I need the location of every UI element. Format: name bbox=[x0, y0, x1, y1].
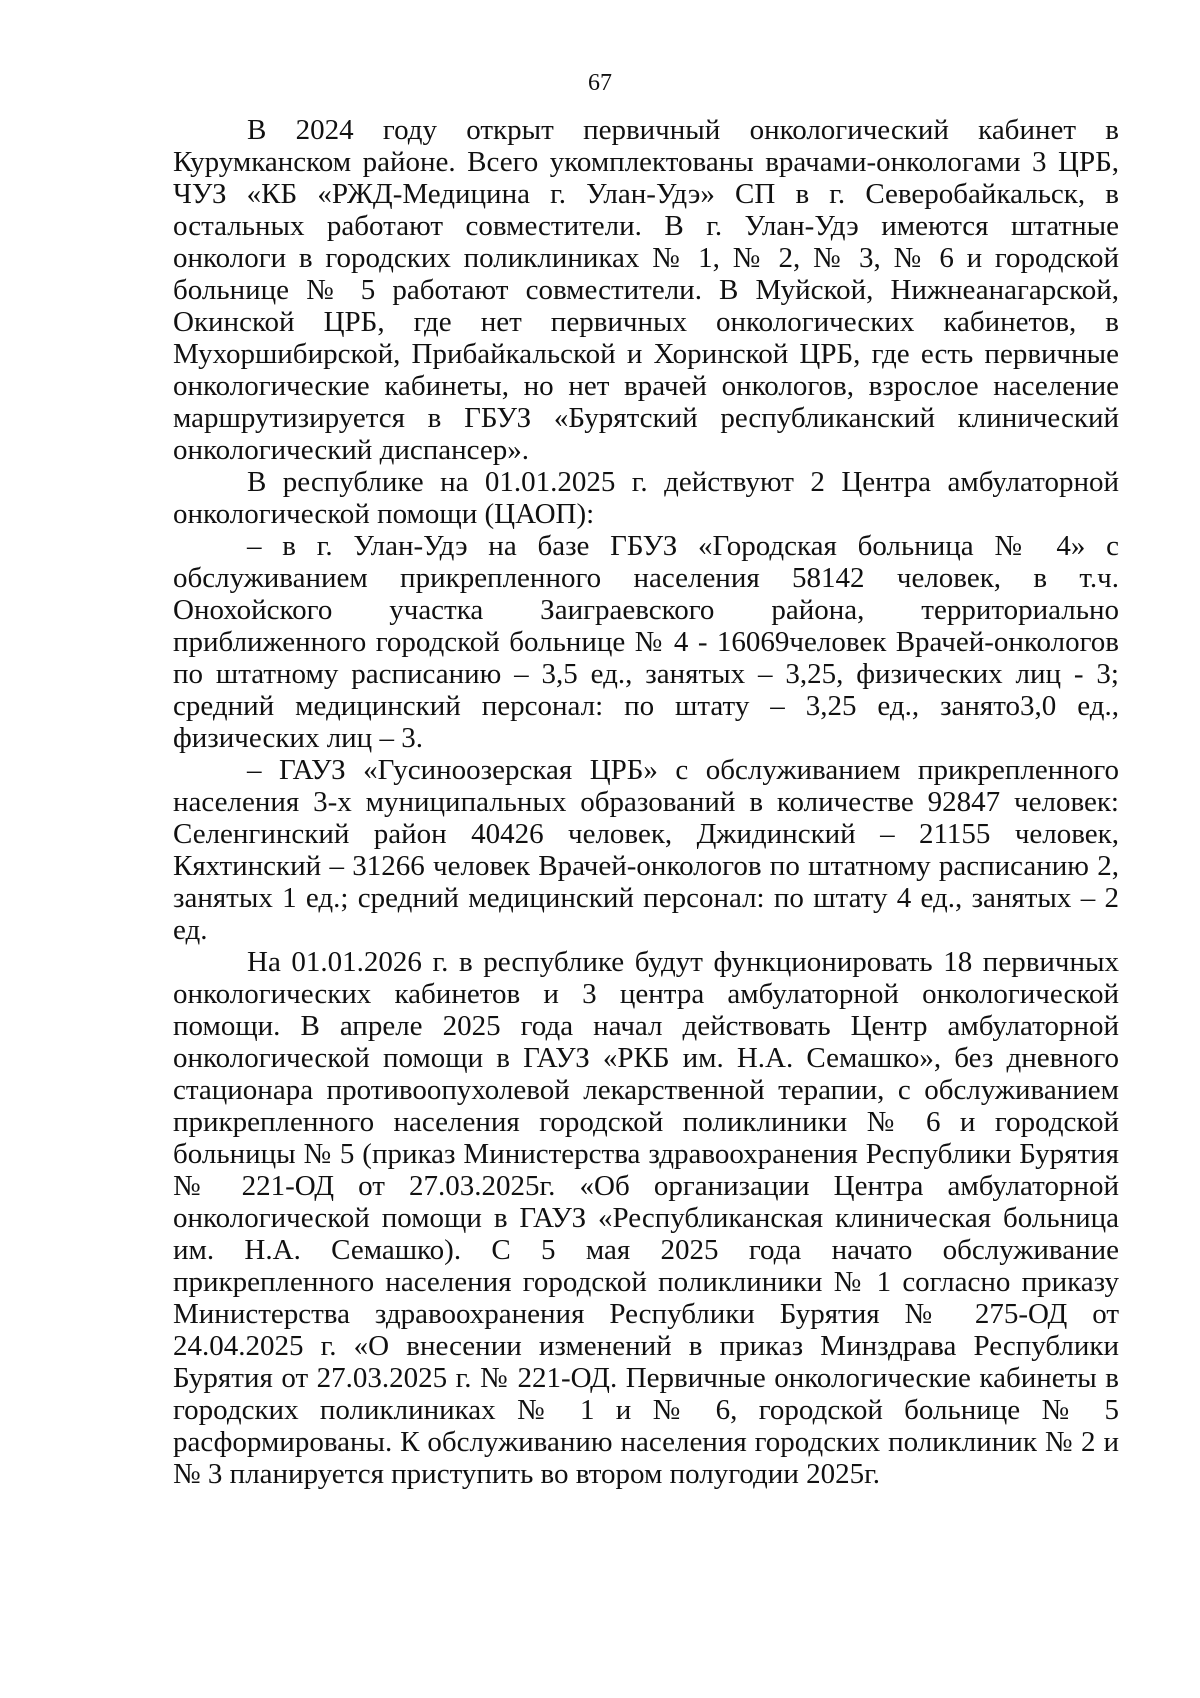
page-number: 67 bbox=[588, 70, 612, 96]
paragraph-caop-intro: В республике на 01.01.2025 г. действуют 2 Центра амбулаторной онкологической помощи (ЦАОП): bbox=[173, 466, 1119, 530]
paragraph-caop-gusinoozersk: – ГАУЗ «Гусиноозерская ЦРБ» с обслуживанием прикрепленного населения 3-х муниципальных образований в количестве 92847 человек: Селенгинский район 40426 человек, Джидинский – 21155 человек, Кяхтинский – 31266 человек Врачей-онкологов по штатному расписанию 2, занятых 1 ед.; средний медицинский персонал: по штату 4 ед., занятых – 2 ед. bbox=[173, 754, 1119, 946]
paragraph-primary-cabinet: В 2024 году открыт первичный онкологический кабинет в Курумканском районе. Всего укомплектованы врачами-онкологами 3 ЦРБ, ЧУЗ «КБ «РЖД-Медицина г. Улан-Удэ» СП в г. Северобайкальск, в остальных работают совместители. В г. Улан-Удэ имеются штатные онкологи в городских поликлиниках № 1, № 2, № 3, № 6 и городской больнице № 5 работают совместители. В Муйской, Нижнеанагарской, Окинской ЦРБ, где нет первичных онкологических кабинетов, в Мухоршибирской, Прибайкальской и Хоринской ЦРБ, где есть первичные онкологические кабинеты, но нет врачей онкологов, взрослое население маршрутизируется в ГБУЗ «Бурятский республиканский клинический онкологический диспансер». bbox=[173, 114, 1119, 466]
paragraph-plans-2026: На 01.01.2026 г. в республике будут функционировать 18 первичных онкологических кабинетов и 3 центра амбулаторной онкологической помощи. В апреле 2025 года начал действовать Центр амбулаторной онкологической помощи в ГАУЗ «РКБ им. Н.А. Семашко», без дневного стационара противоопухолевой лекарственной терапии, с обслуживанием прикрепленного населения городской поликлиники № 6 и городской больницы № 5 (приказ Министерства здравоохранения Республики Бурятия № 221-ОД от 27.03.2025г. «Об организации Центра амбулаторной онкологической помощи в ГАУЗ «Республиканская клиническая больница им. Н.А. Семашко). С 5 мая 2025 года начато обслуживание прикрепленного населения городской поликлиники № 1 согласно приказу Министерства здравоохранения Республики Бурятия № 275-ОД от 24.04.2025 г. «О внесении изменений в приказ Минздрава Республики Бурятия от 27.03.2025 г. № 221-ОД. Первичные онкологические кабинеты в городских поликлиниках № 1 и № 6, городской больнице № 5 расформированы. К обслуживанию населения городских поликлиник № 2 и № 3 планируется приступить во втором полугодии 2025г. bbox=[173, 946, 1119, 1490]
document-body bbox=[173, 114, 1119, 1490]
paragraph-caop-hospital-4: – в г. Улан-Удэ на базе ГБУЗ «Городская больница № 4» с обслуживанием прикрепленного населения 58142 человек, в т.ч. Онохойского участка Заиграевского района, территориально приближенного городской больнице № 4 - 16069человек Врачей-онкологов по штатному расписанию – 3,5 ед., занятых – 3,25, физических лиц - 3; средний медицинский персонал: по штату – 3,25 ед., занято3,0 ед., физических лиц – 3. bbox=[173, 530, 1119, 754]
